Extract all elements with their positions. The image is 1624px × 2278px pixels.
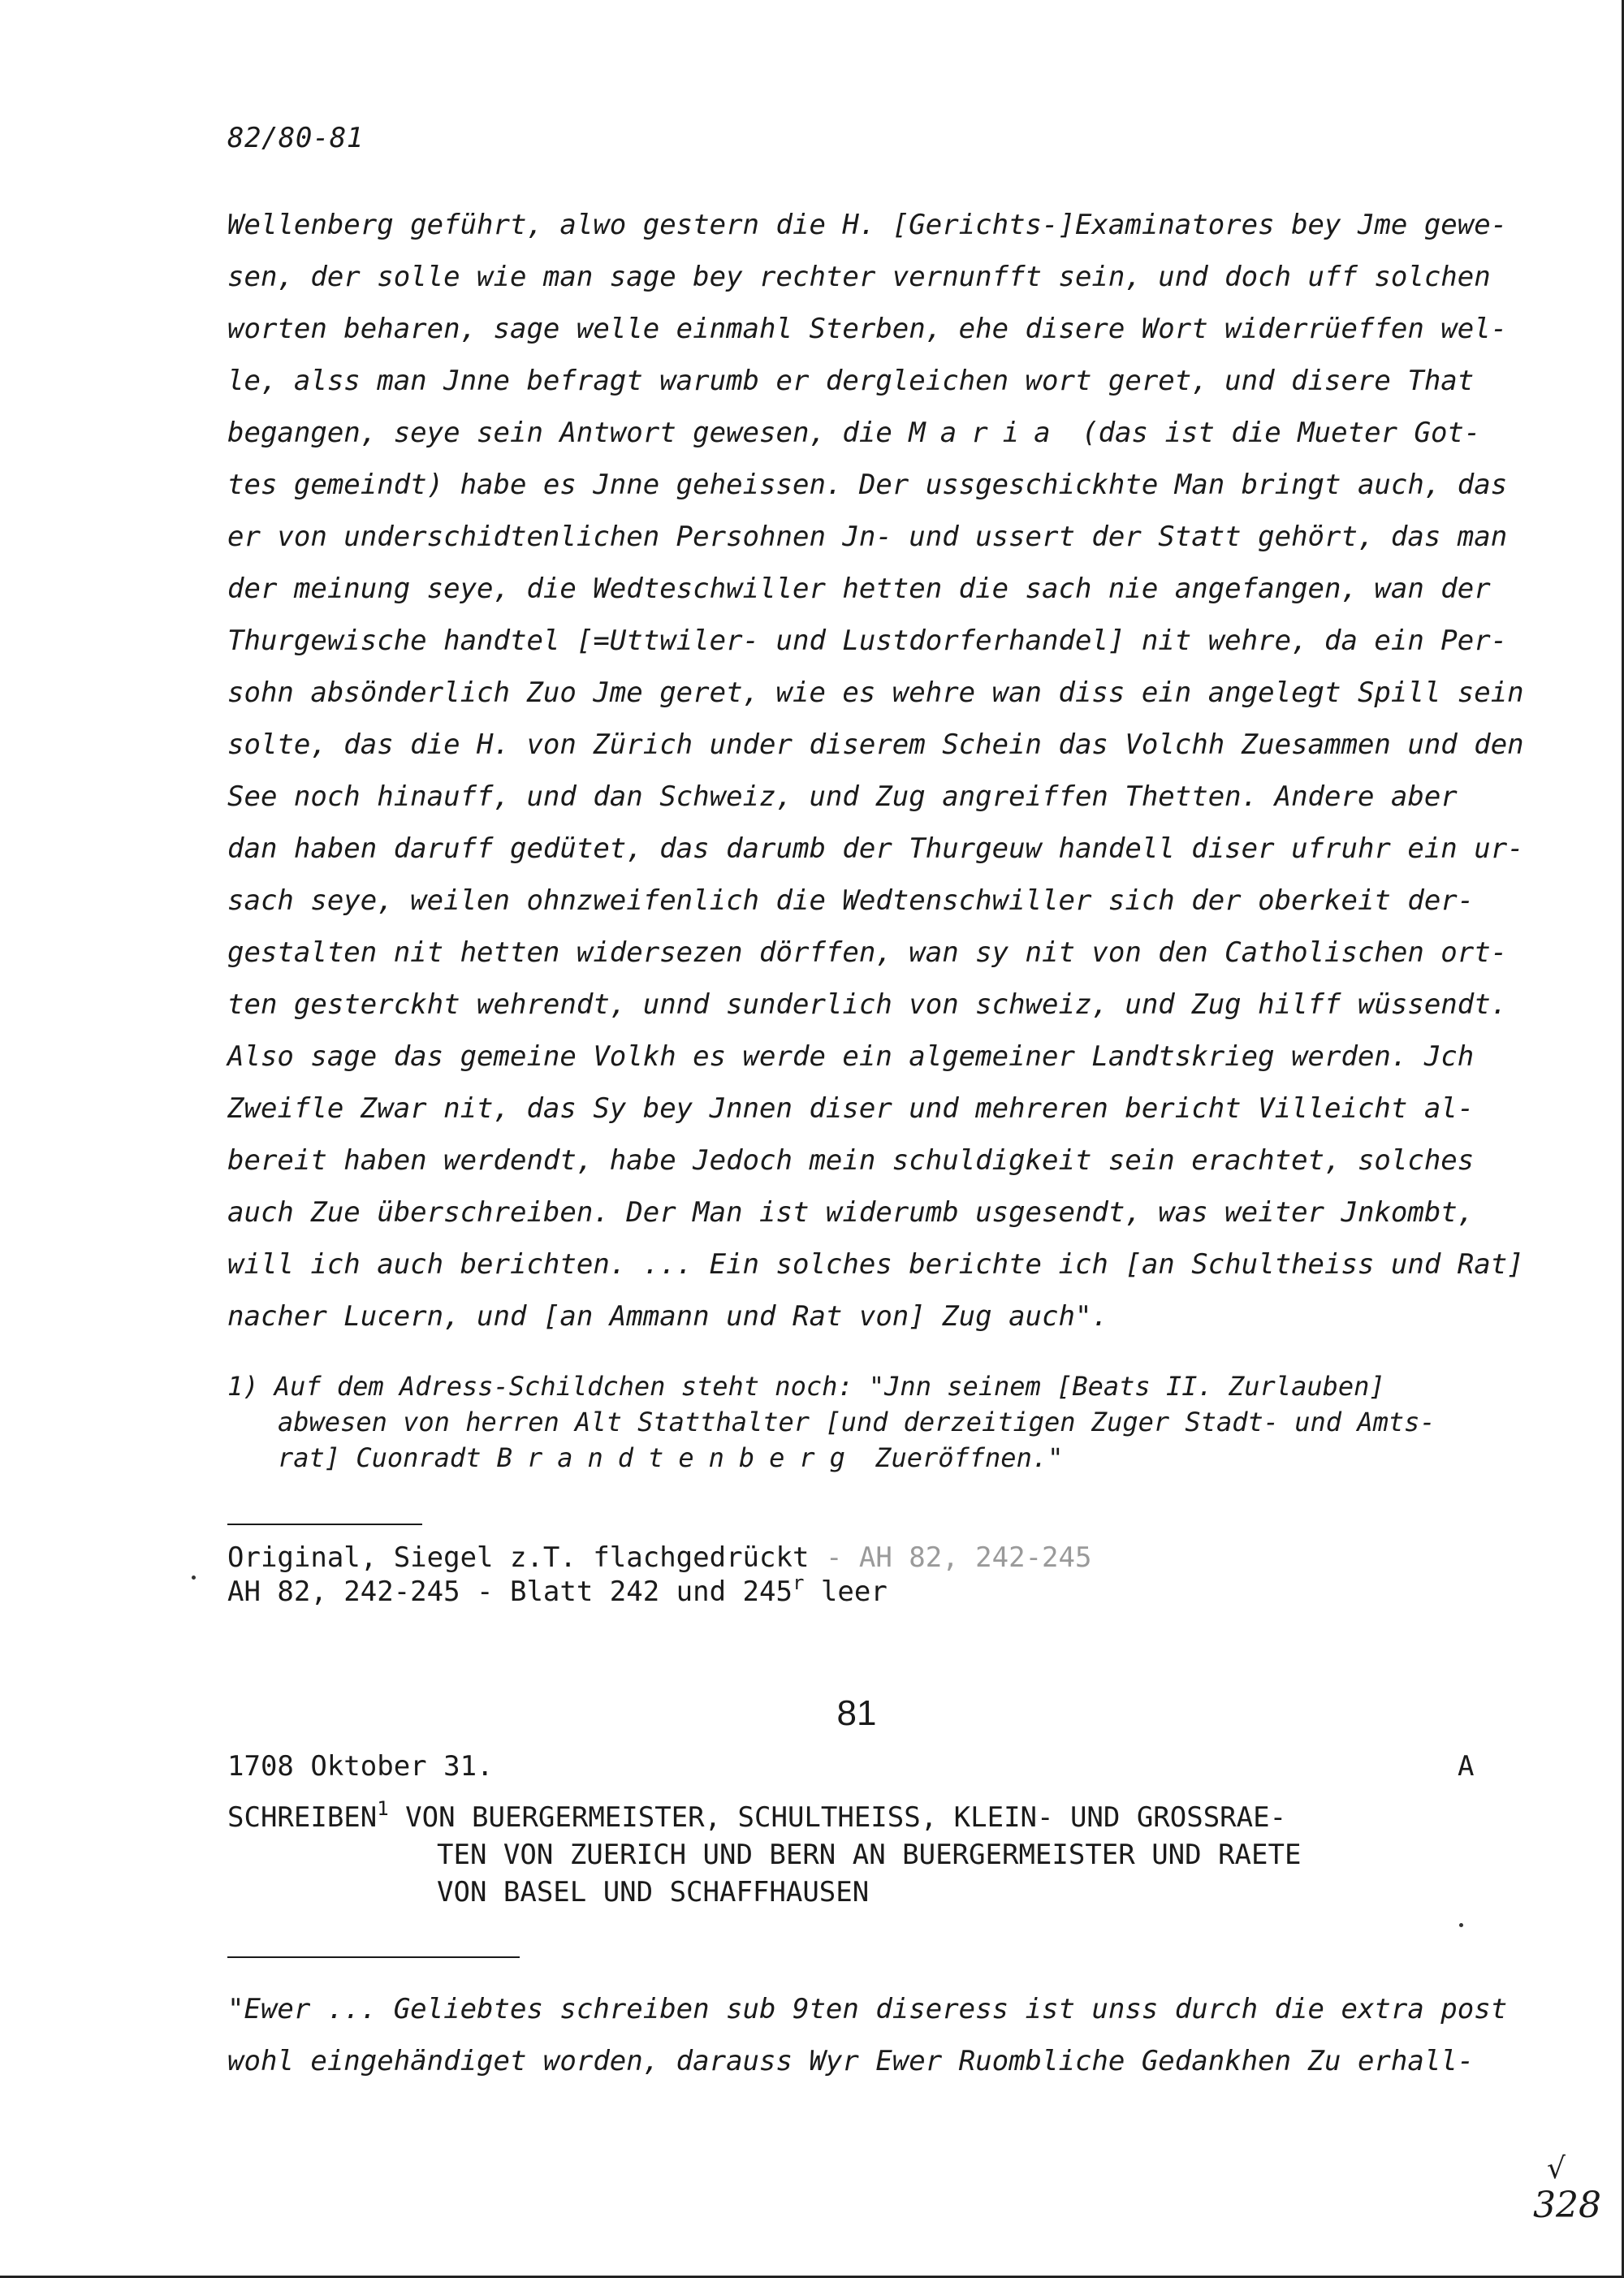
source-note [227, 1541, 1091, 1609]
text-line [227, 407, 1535, 459]
handwritten-check-mark: √ [1547, 2152, 1566, 2185]
text-line: der meinung seye, die Wedteschwiller hetten die sach nie angefangen, wan der [227, 573, 1491, 605]
text-line: tes gemeindt) habe es Jnne geheissen. Der ussgeschickhte Man bringt auch, das [227, 469, 1508, 501]
text-line: sohn absönderlich Zuo Jme geret, wie es wehre wan diss ein angelegt Spill sein [227, 676, 1524, 709]
text-segment: Original, Siegel z.T. flachgedrückt [227, 1541, 810, 1574]
text-line: er von underschidtenlichen Persohnen Jn- und ussert der Statt gehört, das man [227, 521, 1508, 553]
stray-mark [1459, 1923, 1463, 1927]
letter-paragraph [227, 1983, 1535, 2087]
text-line: ten gesterckht wehrendt, unnd sunderlich von schweiz, und Zug hilff wüssendt. [227, 988, 1508, 1021]
text-line: Wellenberg geführt, alwo gestern die H. [Gerichts-]Examinatores bey Jme gewe- [227, 209, 1508, 241]
text-line: Also sage das gemeine Volkh es werde ein algemeiner Landtskrieg werden. Jch [227, 1040, 1475, 1073]
main-paragraph [227, 199, 1535, 1342]
heading-line [227, 1799, 1301, 1836]
text-line: gestalten nit hetten widersezen dörffen, wan sy nit von den Catholischen ort- [227, 936, 1508, 969]
text-line: sen, der solle wie man sage bey rechter vernunfft sein, und doch uff solchen [227, 261, 1491, 293]
separator-rule [227, 1524, 422, 1525]
text-segment: Zueröffnen." [859, 1442, 1064, 1473]
superscript: 1 [377, 1797, 389, 1820]
text-line: le, alss man Jnne befragt warumb er dergleichen wort geret, und disere That [227, 365, 1475, 397]
text-line: worten beharen, sage welle einmahl Sterben, ehe disere Wort widerrüeffen wel- [227, 313, 1508, 345]
document-heading [227, 1799, 1301, 1911]
document-date: 1708 Oktober 31. [227, 1750, 494, 1783]
stray-mark [192, 1576, 196, 1580]
faded-text: - AH 82, 242-245 [825, 1541, 1092, 1574]
text-segment: leer [804, 1576, 888, 1608]
page-reference: 82/80-81 [227, 122, 364, 154]
text-line: sach seye, weilen ohnzweifenlich die Wedtenschwiller sich der oberkeit der- [227, 884, 1475, 917]
text-line: Zweifle Zwar nit, das Sy bey Jnnen diser und mehreren bericht Villeicht al- [227, 1092, 1475, 1125]
document-letter: A [1458, 1750, 1475, 1783]
text-line: wohl eingehändiget worden, darauss Wyr Ewer Ruombliche Gedankhen Zu erhall- [227, 2045, 1475, 2077]
text-line: auch Zue überschreiben. Der Man ist widerumb usgesendt, was weiter Jnkombt, [227, 1196, 1475, 1229]
text-line: "Ewer ... Geliebtes schreiben sub 9ten diseress ist unss durch die extra post [227, 1993, 1508, 2025]
text-segment: (das ist die Mueter Got- [1065, 417, 1481, 449]
heading-word: SCHREIBEN [227, 1801, 378, 1834]
text-line: nacher Lucern, und [an Ammann und Rat von] Zug auch". [227, 1300, 1108, 1333]
footnote-line: abwesen von herren Alt Statthalter [und derzeitigen Zuger Stadt- und Amts- [278, 1407, 1436, 1437]
source-line [227, 1571, 1091, 1609]
spaced-name-maria: Maria [909, 417, 1065, 449]
heading-line: TEN VON ZUERICH UND BERN AN BUERGERMEISTER UND RAETE [437, 1839, 1302, 1871]
text-line: solte, das die H. von Zürich under diserem Schein das Volchh Zuesammen und den [227, 728, 1524, 761]
source-line [227, 1541, 1091, 1575]
heading-line: VON BASEL UND SCHAFFHAUSEN [437, 1876, 870, 1908]
text-line: Thurgewische handtel [=Uttwiler- und Lustdorferhandel] nit wehre, da ein Per- [227, 625, 1508, 657]
text-segment: VON BUERGERMEISTER, SCHULTHEISS, KLEIN- UND GROSSRAE- [388, 1801, 1287, 1834]
superscript: r [792, 1571, 805, 1594]
text-segment: begangen, seye sein Antwort gewesen, die [227, 417, 909, 449]
footnote-line: 1) Auf dem Adress-Schildchen steht noch: "Jnn seinem [Beats II. Zurlauben] [227, 1371, 1385, 1402]
separator-rule [227, 1956, 520, 1958]
footnote [227, 1368, 1535, 1476]
spaced-name-brandtenberg: Brandtenberg [496, 1442, 860, 1473]
text-segment: rat] Cuonradt [278, 1442, 497, 1473]
text-segment: AH 82, 242-245 - Blatt 242 und 245 [227, 1576, 793, 1608]
text-line: will ich auch berichten. ... Ein solches berichte ich [an Schultheiss und Rat] [227, 1248, 1524, 1281]
footnote-line [227, 1440, 1535, 1476]
text-line: dan haben daruff gedütet, das darumb der Thurgeuw handell diser ufruhr ein ur- [227, 832, 1524, 865]
handwritten-page-number: 328 [1533, 2185, 1601, 2226]
document-number: 81 [836, 1693, 877, 1733]
text-line: bereit haben werdendt, habe Jedoch mein schuldigkeit sein erachtet, solches [227, 1144, 1475, 1177]
text-line: See noch hinauff, und dan Schweiz, und Zug angreiffen Thetten. Andere aber [227, 780, 1458, 813]
